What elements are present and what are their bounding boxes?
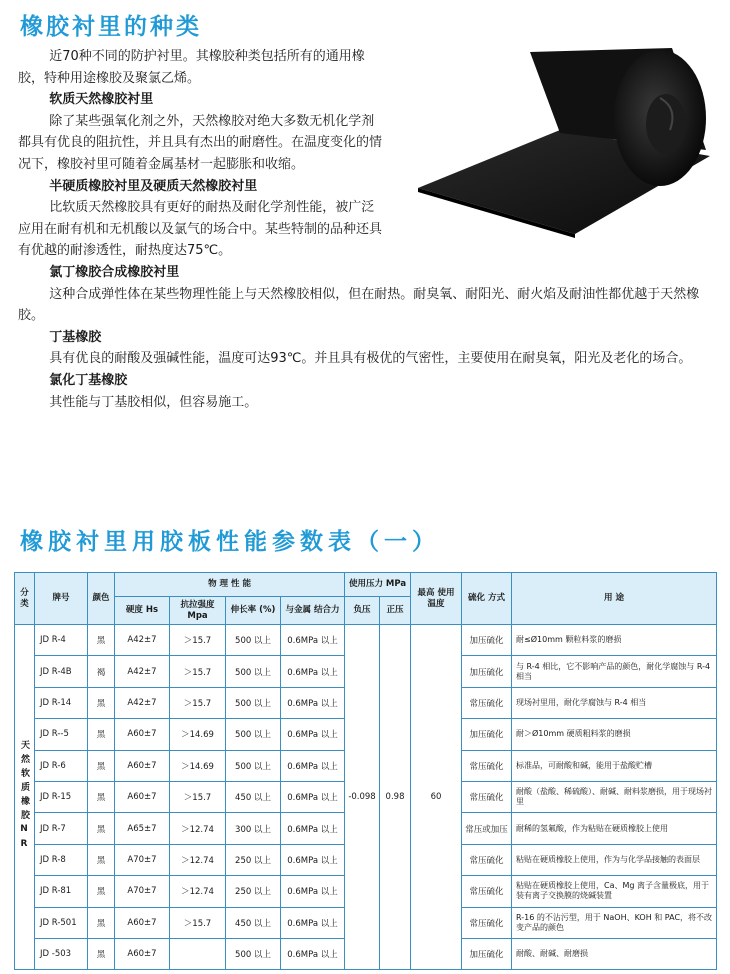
use-cell: 耐稀的氢氟酸，作为粘贴在硬质橡胶上使用 bbox=[512, 813, 717, 844]
hardness-cell: A60±7 bbox=[115, 938, 170, 969]
color-cell: 黑 bbox=[88, 876, 115, 907]
color-cell: 黑 bbox=[88, 781, 115, 812]
use-cell: 耐＞Ø10mm 硬质粗料浆的磨损 bbox=[512, 719, 717, 750]
item-heading: 氯化丁基橡胶 bbox=[49, 372, 128, 388]
hardness-cell: A70±7 bbox=[115, 876, 170, 907]
adhesion-cell: 0.6MPa 以上 bbox=[281, 781, 345, 812]
adhesion-cell: 0.6MPa 以上 bbox=[281, 844, 345, 875]
intro-paragraph: 近70种不同的防护衬里。其橡胶种类包括所有的通用橡胶，特种用途橡胶及聚氯乙烯。 bbox=[18, 49, 365, 86]
adhesion-cell: 0.6MPa 以上 bbox=[281, 687, 345, 718]
adhesion-cell: 0.6MPa 以上 bbox=[281, 625, 345, 656]
hardness-cell: A42±7 bbox=[115, 656, 170, 687]
use-cell: 标准品，可耐酸和碱，能用于盐酸贮槽 bbox=[512, 750, 717, 781]
color-cell: 黑 bbox=[88, 844, 115, 875]
cure-cell: 加压硫化 bbox=[462, 719, 512, 750]
table-row bbox=[15, 625, 717, 656]
tensile-cell: ＞15.7 bbox=[170, 625, 226, 656]
section-title-lining-types: 橡胶衬里的种类 bbox=[20, 14, 202, 40]
lining-types-text bbox=[18, 46, 718, 413]
cure-cell: 常压硫化 bbox=[462, 687, 512, 718]
hardness-cell: A60±7 bbox=[115, 750, 170, 781]
tensile-cell: ＞15.7 bbox=[170, 781, 226, 812]
max-temp-cell: 60 bbox=[411, 625, 462, 970]
item-heading: 软质天然橡胶衬里 bbox=[49, 92, 154, 108]
grade-cell: JD -503 bbox=[35, 938, 88, 969]
use-cell: 粘贴在硬质橡胶上使用，Ca、Mg 离子含量极底，用于装有离子交换膜的烧碱装置 bbox=[512, 876, 717, 907]
grade-cell: JD R-15 bbox=[35, 781, 88, 812]
tensile-cell: ＞14.69 bbox=[170, 719, 226, 750]
header-hardness: 硬度 Hs bbox=[115, 597, 170, 625]
tensile-cell: ＞12.74 bbox=[170, 813, 226, 844]
cure-cell: 常压硫化 bbox=[462, 750, 512, 781]
item-body: 其性能与丁基胶相似，但容易施工。 bbox=[49, 394, 258, 410]
category-cell: 天然软质橡胶NR bbox=[15, 625, 35, 970]
grade-cell: JD R-8 bbox=[35, 844, 88, 875]
use-cell: 现场衬里用，耐化学腐蚀与 R-4 相当 bbox=[512, 687, 717, 718]
hardness-cell: A60±7 bbox=[115, 719, 170, 750]
header-temp: 最高 使用 温度 bbox=[411, 573, 462, 625]
color-cell: 黑 bbox=[88, 813, 115, 844]
elongation-cell: 500 以上 bbox=[226, 938, 281, 969]
grade-cell: JD R-4 bbox=[35, 625, 88, 656]
grade-cell: JD R-501 bbox=[35, 907, 88, 938]
header-adhesion: 与金属 结合力 bbox=[281, 597, 345, 625]
color-cell: 黑 bbox=[88, 625, 115, 656]
tensile-cell bbox=[170, 938, 226, 969]
adhesion-cell: 0.6MPa 以上 bbox=[281, 656, 345, 687]
item-heading: 丁基橡胶 bbox=[49, 329, 102, 345]
use-cell: 耐酸、耐碱、耐磨损 bbox=[512, 938, 717, 969]
elongation-cell: 500 以上 bbox=[226, 687, 281, 718]
tensile-cell: ＞15.7 bbox=[170, 907, 226, 938]
header-category: 分类 bbox=[15, 573, 35, 625]
use-cell: R-16 的不沾污型，用于 NaOH、KOH 和 PAC，将不改变产品的颜色 bbox=[512, 907, 717, 938]
parameter-table bbox=[14, 572, 717, 970]
header-pressure: 使用压力 MPa bbox=[345, 573, 411, 597]
elongation-cell: 250 以上 bbox=[226, 844, 281, 875]
elongation-cell: 500 以上 bbox=[226, 625, 281, 656]
adhesion-cell: 0.6MPa 以上 bbox=[281, 907, 345, 938]
adhesion-cell: 0.6MPa 以上 bbox=[281, 719, 345, 750]
elongation-cell: 250 以上 bbox=[226, 876, 281, 907]
elongation-cell: 450 以上 bbox=[226, 907, 281, 938]
adhesion-cell: 0.6MPa 以上 bbox=[281, 938, 345, 969]
elongation-cell: 500 以上 bbox=[226, 750, 281, 781]
header-color: 颜色 bbox=[88, 573, 115, 625]
adhesion-cell: 0.6MPa 以上 bbox=[281, 813, 345, 844]
header-tensile: 抗拉强度 Mpa bbox=[170, 597, 226, 625]
negative-pressure-cell: -0.098 bbox=[345, 625, 380, 970]
item-body: 比软质天然橡胶具有更好的耐热及耐化学剂性能，被广泛应用在耐有机和无机酸以及氯气的场合中。某些特制的品种还具有优越的耐渗透性，耐热度达75℃。 bbox=[18, 200, 383, 259]
header-use: 用 途 bbox=[512, 573, 717, 625]
hardness-cell: A70±7 bbox=[115, 844, 170, 875]
tensile-cell: ＞15.7 bbox=[170, 687, 226, 718]
tensile-cell: ＞14.69 bbox=[170, 750, 226, 781]
color-cell: 黑 bbox=[88, 719, 115, 750]
header-physical: 物 理 性 能 bbox=[115, 573, 345, 597]
positive-pressure-cell: 0.98 bbox=[380, 625, 411, 970]
color-cell: 黑 bbox=[88, 938, 115, 969]
cure-cell: 加压硫化 bbox=[462, 656, 512, 687]
tensile-cell: ＞12.74 bbox=[170, 844, 226, 875]
hardness-cell: A60±7 bbox=[115, 781, 170, 812]
use-cell: 耐酸（盐酸、稀硫酸）、耐碱、耐料浆磨损，用于现场衬里 bbox=[512, 781, 717, 812]
tensile-cell: ＞15.7 bbox=[170, 656, 226, 687]
use-cell: 耐≤Ø10mm 颗粒料浆的磨损 bbox=[512, 625, 717, 656]
color-cell: 黑 bbox=[88, 750, 115, 781]
item-heading: 半硬质橡胶衬里及硬质天然橡胶衬里 bbox=[49, 178, 258, 194]
hardness-cell: A65±7 bbox=[115, 813, 170, 844]
header-grade: 牌号 bbox=[35, 573, 88, 625]
color-cell: 黑 bbox=[88, 907, 115, 938]
item-heading: 氯丁橡胶合成橡胶衬里 bbox=[49, 264, 180, 280]
grade-cell: JD R-81 bbox=[35, 876, 88, 907]
item-body: 这种合成弹性体在某些物理性能上与天然橡胶相似，但在耐热。耐臭氧、耐阳光、耐火焰及耐油性都优越于天然橡胶。 bbox=[18, 286, 700, 324]
cure-cell: 常压硫化 bbox=[462, 844, 512, 875]
cure-cell: 加压硫化 bbox=[462, 938, 512, 969]
hardness-cell: A42±7 bbox=[115, 625, 170, 656]
item-body: 具有优良的耐酸及强碱性能，温度可达93℃。并且具有极优的气密性，主要使用在耐臭氧，阳光及老化的场合。 bbox=[49, 351, 692, 367]
cure-cell: 常压或加压 bbox=[462, 813, 512, 844]
grade-cell: JD R-7 bbox=[35, 813, 88, 844]
adhesion-cell: 0.6MPa 以上 bbox=[281, 750, 345, 781]
elongation-cell: 300 以上 bbox=[226, 813, 281, 844]
cure-cell: 常压硫化 bbox=[462, 876, 512, 907]
tensile-cell: ＞12.74 bbox=[170, 876, 226, 907]
grade-cell: JD R--5 bbox=[35, 719, 88, 750]
grade-cell: JD R-6 bbox=[35, 750, 88, 781]
header-cure: 硫化 方式 bbox=[462, 573, 512, 625]
hardness-cell: A60±7 bbox=[115, 907, 170, 938]
cure-cell: 常压硫化 bbox=[462, 907, 512, 938]
section-title-parameter-table: 橡胶衬里用胶板性能参数表（一） bbox=[20, 529, 440, 555]
header-negative: 负压 bbox=[345, 597, 380, 625]
use-cell: 粘贴在硬质橡胶上使用，作为与化学品接触的表面层 bbox=[512, 844, 717, 875]
elongation-cell: 450 以上 bbox=[226, 781, 281, 812]
item-body: 除了某些强氧化剂之外，天然橡胶对绝大多数无机化学剂都具有优良的阻抗性，并且具有杰出的耐磨性。在温度变化的情况下，橡胶衬里可随着金属基材一起膨胀和收缩。 bbox=[18, 113, 383, 172]
elongation-cell: 500 以上 bbox=[226, 719, 281, 750]
grade-cell: JD R-4B bbox=[35, 656, 88, 687]
header-elongation: 伸长率 (%) bbox=[226, 597, 281, 625]
cure-cell: 常压硫化 bbox=[462, 781, 512, 812]
elongation-cell: 500 以上 bbox=[226, 656, 281, 687]
cure-cell: 加压硫化 bbox=[462, 625, 512, 656]
header-positive: 正压 bbox=[380, 597, 411, 625]
adhesion-cell: 0.6MPa 以上 bbox=[281, 876, 345, 907]
use-cell: 与 R-4 相比，它不影响产品的颜色，耐化学腐蚀与 R-4 相当 bbox=[512, 656, 717, 687]
color-cell: 褐 bbox=[88, 656, 115, 687]
grade-cell: JD R-14 bbox=[35, 687, 88, 718]
hardness-cell: A42±7 bbox=[115, 687, 170, 718]
color-cell: 黑 bbox=[88, 687, 115, 718]
